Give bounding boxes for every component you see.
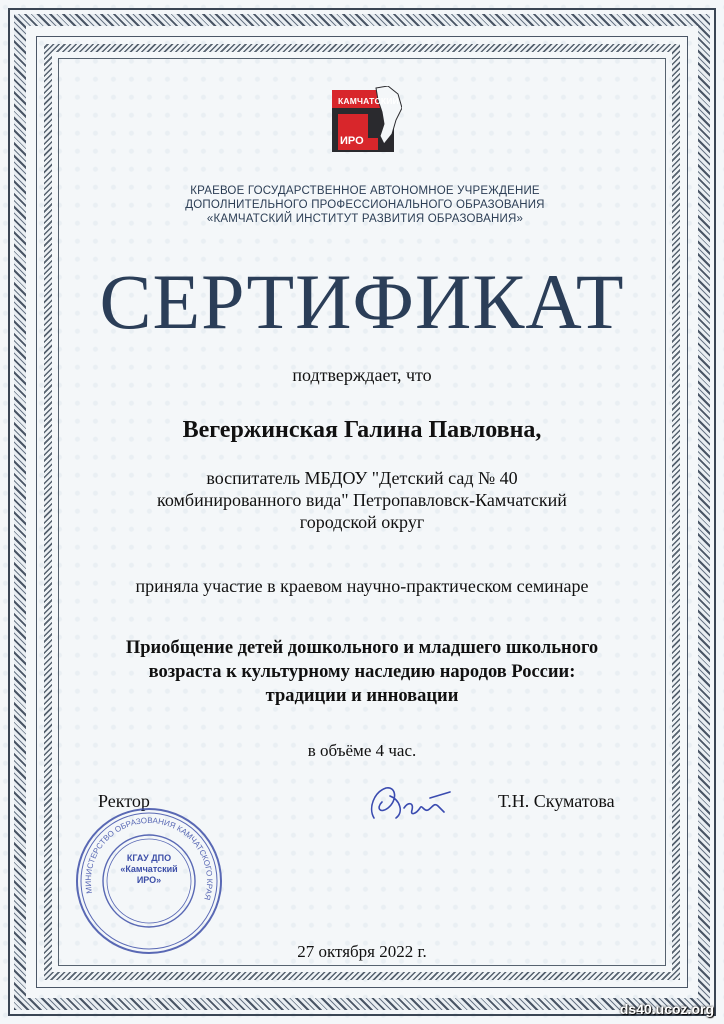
position-line: воспитатель МБДОУ "Детский сад № 40: [206, 468, 518, 488]
confirms-text: подтверждает, что: [292, 365, 432, 385]
institution-line: ДОПОЛНИТЕЛЬНОГО ПРОФЕССИОНАЛЬНОГО ОБРАЗОВАНИЯ: [185, 199, 545, 211]
logo-abbreviation: ИРО: [340, 135, 364, 147]
participation-text: приняла участие в краевом научно-практическом семинаре: [135, 576, 589, 596]
position-line: городской округ: [299, 512, 425, 532]
seminar-title: [80, 636, 644, 708]
seal-ring-text: МИНИСТЕРСТВО ОБРАЗОВАНИЯ КАМЧАТСКОГО КРАЯ: [83, 815, 215, 902]
institution-name: [150, 184, 580, 226]
signatory-role: Ректор: [98, 791, 150, 811]
hours-text: в объёме 4 час.: [307, 741, 417, 760]
position-line: комбинированного вида" Петропавловск-Камчатский: [157, 490, 567, 510]
certificate-title: СЕРТИФИКАТ: [99, 258, 625, 345]
signature-icon: [360, 778, 470, 828]
issue-date: 27 октября 2022 г.: [297, 942, 427, 961]
site-watermark: ds40.ucoz.org: [619, 1001, 714, 1017]
seminar-line: традиции и инновации: [265, 686, 459, 706]
institution-line: «КАМЧАТСКИЙ ИНСТИТУТ РАЗВИТИЯ ОБРАЗОВАНИЯ»: [206, 213, 524, 225]
seminar-line: Приобщение детей дошкольного и младшего школьного: [125, 638, 599, 658]
recipient-name: Вегержинская Галина Павловна,: [182, 417, 542, 443]
seal-line: КГАУ ДПО: [126, 853, 172, 863]
logo-word: КАМЧАТСКИЙ: [338, 96, 399, 106]
seal-line: «Камчатский: [120, 864, 178, 874]
institution-line: КРАЕВОЕ ГОСУДАРСТВЕННОЕ АВТОНОМНОЕ УЧРЕЖДЕНИЕ: [190, 185, 540, 197]
seal-center-text: [114, 853, 184, 886]
recipient-position: [80, 467, 644, 533]
seal-line: ИРО»: [136, 875, 162, 885]
signatory-name: Т.Н. Скуматова: [498, 791, 615, 811]
seminar-line: возраста к культурному наследию народов России:: [148, 662, 576, 682]
